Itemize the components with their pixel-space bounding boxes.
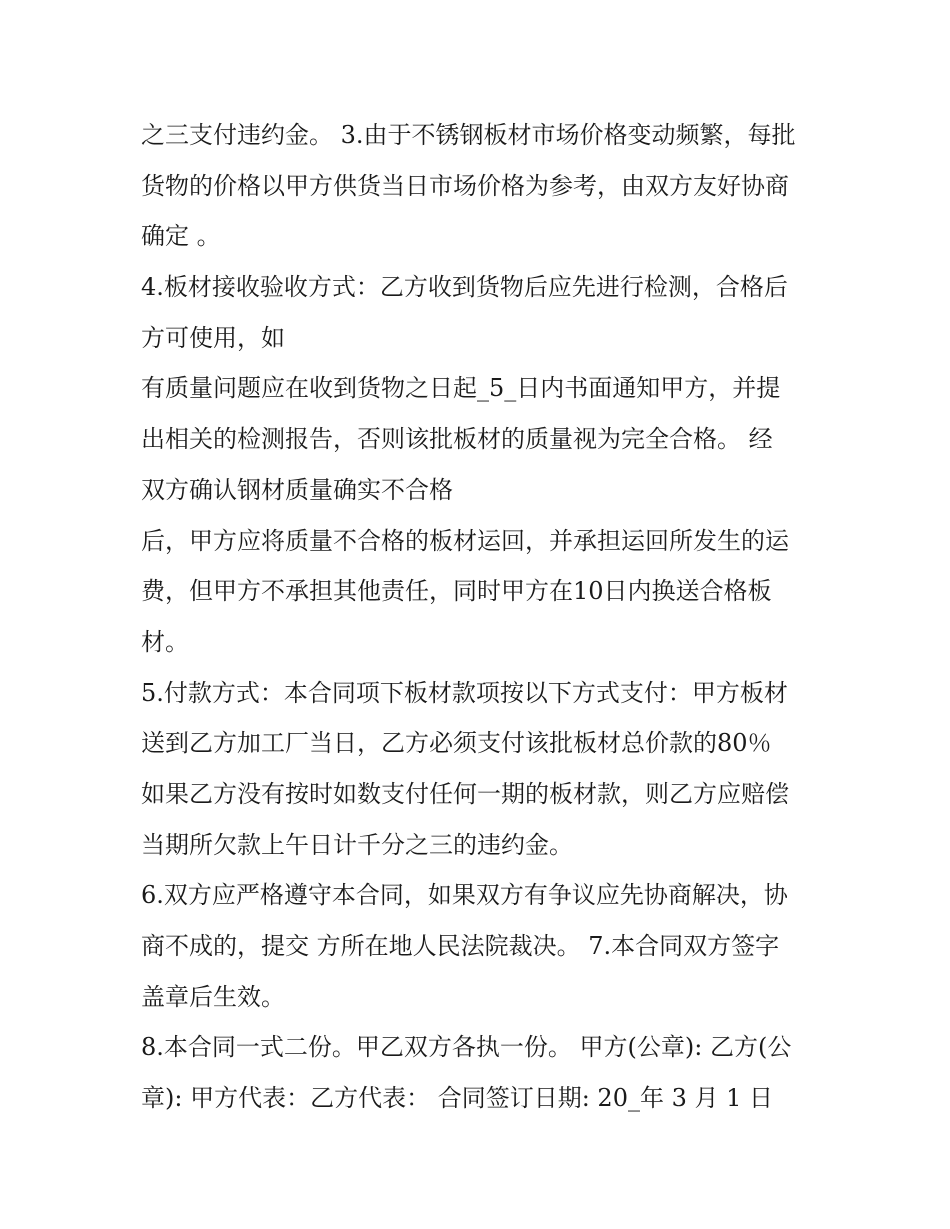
text-line: 当期所欠款上午日计千分之三的违约金。 <box>141 830 573 859</box>
text-line: 章): 甲方代表：乙方代表： 合同签订日期: 20_年 3 月 1 日 <box>141 1084 774 1113</box>
text-line: 有质量问题应在收到货物之日起_5_日内书面通知甲方，并提 <box>141 374 781 403</box>
text-line: 6.双方应严格遵守本合同，如果双方有争议应先协商解决，协 <box>141 881 788 910</box>
text-line: 材。 <box>141 627 189 656</box>
text-line: 如果乙方没有按时如数支付任何一期的板材款，则乙方应赔偿 <box>141 779 789 808</box>
text-line: 之三支付违约金。 3.由于不锈钢板材市场价格变动频繁，每批 <box>141 121 796 149</box>
text-line: 费，但甲方不承担其他责任，同时甲方在10日内换送合格板 <box>141 577 772 606</box>
text-line: 双方确认钢材质量确实不合格 <box>141 475 453 504</box>
text-line: 方可使用，如 <box>141 323 285 352</box>
text-line: 盖章后生效。 <box>141 982 285 1011</box>
text-line: 确定 。 <box>141 222 221 251</box>
text-line: 后，甲方应将质量不合格的板材运回，并承担运回所发生的运 <box>141 526 789 555</box>
text-line: 送到乙方加工厂当日，乙方必须支付该批板材总价款的80％ <box>141 729 772 758</box>
text-line: 5.付款方式：本合同项下板材款项按以下方式支付：甲方板材 <box>141 678 788 707</box>
text-line: 商不成的，提交 方所在地人民法院裁决。 7.本合同双方签字 <box>141 932 780 960</box>
contract-body <box>141 110 816 1124</box>
text-line: 出相关的检测报告，否则该批板材的质量视为完全合格。 经 <box>141 425 773 454</box>
text-line: 货物的价格以甲方供货当日市场价格为参考，由双方友好协商 <box>141 171 789 200</box>
text-line: 8.本合同一式二份。甲乙双方各执一份。 甲方(公章): 乙方(公 <box>141 1033 792 1062</box>
text-line: 4.板材接收验收方式：乙方收到货物后应先进行检测，合格后 <box>141 273 788 302</box>
